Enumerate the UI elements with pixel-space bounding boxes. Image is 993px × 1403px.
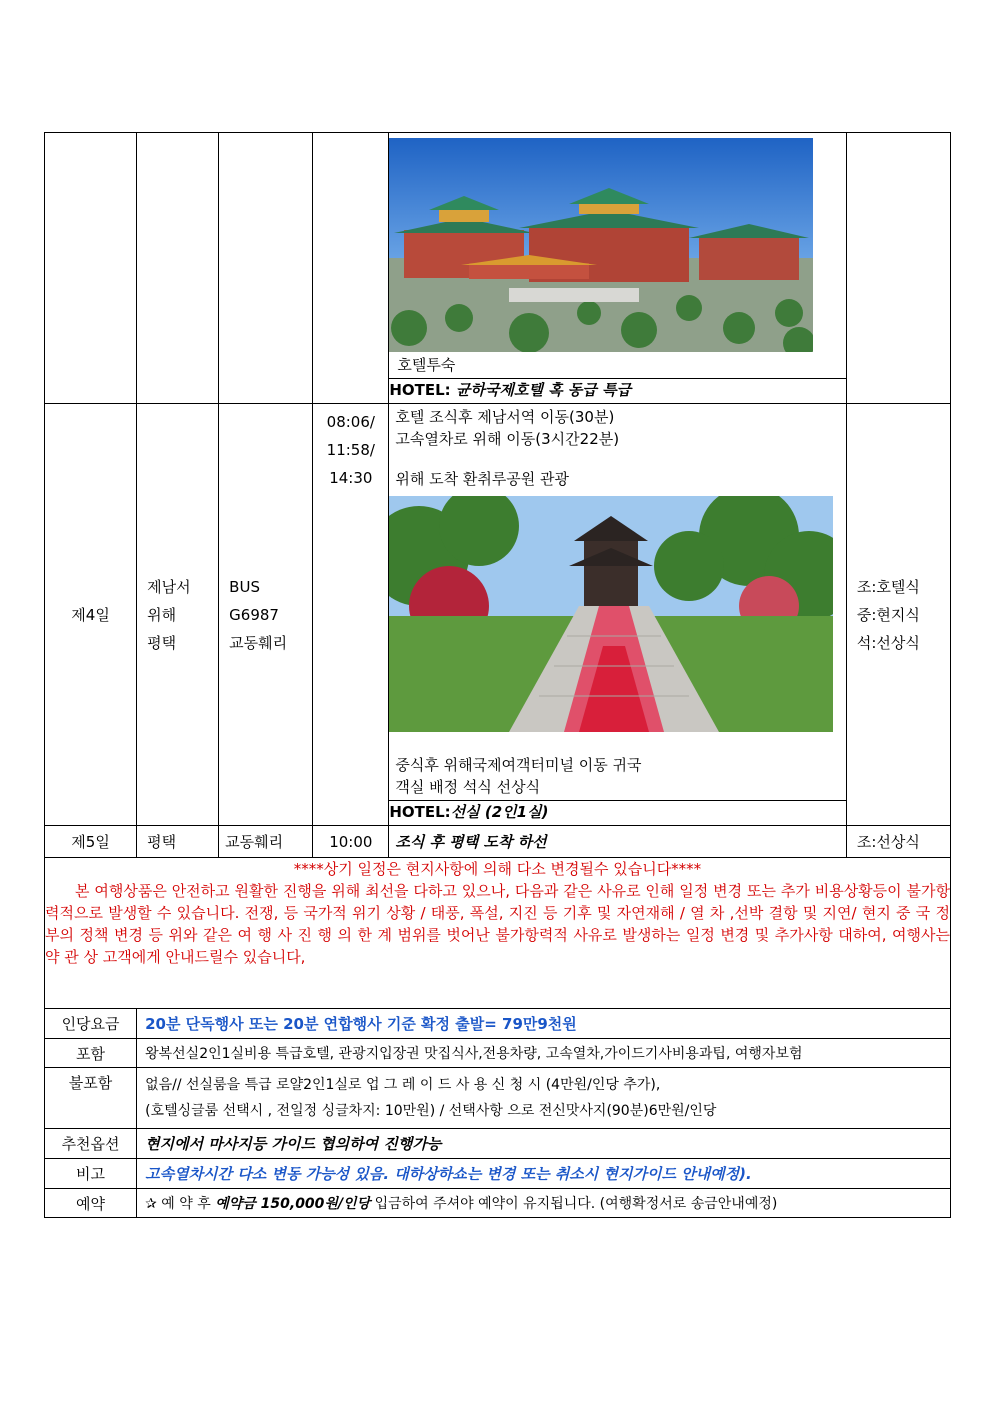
times: [313, 404, 389, 826]
meal-item: 중:현지식: [856, 605, 920, 624]
notice-box: [45, 858, 951, 1009]
place-item: 평택: [147, 633, 177, 652]
note-value: 고속열차시간 다소 변동 가능성 있음. 대하상하쇼는 변경 또는 취소시 현지가이드 안내예정).: [137, 1159, 951, 1189]
reserve-value: [137, 1189, 951, 1218]
include-value: 왕복선실2인1실비용 특급호텔, 관광지입장권 맛집식사,전용차량, 고속열차,가이드기사비용과팁, 여행자보험: [137, 1039, 951, 1068]
time-item: 11:58/: [326, 441, 375, 459]
exclude-line: 없음// 선실룸을 특급 로얄2인1실로 업 그 레 이 드 사 용 신 청 시 (4만원/인당 추가),: [145, 1077, 661, 1093]
hotel-prefix: HOTEL:: [389, 803, 451, 821]
transport-item: G6987: [229, 605, 279, 624]
place-item: 위해: [147, 605, 177, 624]
transport: 교동훼리: [219, 826, 313, 858]
price-value: 20분 단독행사 또는 20분 연합행사 기준 확정 출발= 79만9천원: [137, 1009, 951, 1039]
transport-item: BUS: [229, 577, 260, 596]
note-label: 비고: [45, 1159, 137, 1189]
places: [137, 404, 219, 826]
meal-item: 석:선상식: [856, 633, 920, 652]
include-label: 포함: [45, 1039, 137, 1068]
park-photo: [389, 496, 833, 732]
schedule-line: 중식후 위해국제여객터미널 이동 귀국: [395, 756, 642, 774]
meal-item: 조:호텔식: [856, 577, 920, 596]
exclude-line: (호텔싱글룸 선택시 , 전일정 싱글차지: 10만원) / 선택사항 으로 전신맛사지(90분)6만원/인당: [145, 1103, 717, 1119]
day4-schedule: [389, 404, 847, 801]
schedule-line: 호텔 조식후 제남서역 이동(30분): [395, 408, 615, 426]
reserve-deposit: 예약금 150,000원/인당: [215, 1196, 371, 1212]
meals: [846, 404, 950, 826]
hotel-photo: [389, 138, 813, 352]
ship-info: [389, 801, 847, 826]
notice-body: 본 여행상품은 안전하고 원활한 진행을 위해 최선을 다하고 있으나, 다음과 같은 사유로 인해 일정 변경 또는 추가 비용상황등이 불가항력적으로 발생할 수 있습니다. 전쟁, 등 국가적 위기 상황 / 태풍, 폭설, 지진 등 기후 및 자연재해 / 열 차 ,선박 결항 및 지연/ 현지 중 국 정부의 정책 변경 등 위와 같은 여 행 사 진 행 의 한 계 범위를 벗어난 불가항력적 사유로 발생하는 일정 변경 및 추가사항 대하여, 여행사는 약 관 상 고객에게 안내드릴수 있습니다,: [45, 882, 950, 966]
place: 평택: [137, 826, 219, 858]
day-label: 제5일: [45, 826, 137, 858]
hotel-info: [389, 379, 847, 404]
option-label: 추천옵션: [45, 1129, 137, 1159]
exclude-label: 불포함: [45, 1068, 137, 1129]
place-item: 제남서: [147, 577, 191, 596]
schedule-line: 객실 배정 석식 선상식: [395, 778, 541, 796]
hotel-name: 균하국제호텔 혹 동급 특급: [455, 381, 631, 399]
time: 10:00: [313, 826, 389, 858]
time-item: 08:06/: [326, 413, 375, 431]
schedule: 조식 후 평택 도착 하선: [389, 826, 847, 858]
itinerary-table: [44, 132, 951, 1218]
day-label: 제4일: [45, 404, 137, 826]
transport-item: 교동훼리: [229, 633, 288, 652]
hotel-prefix: HOTEL:: [389, 381, 451, 399]
reserve-star: ✰ 예 약 후: [145, 1196, 211, 1212]
price-label: 인당요금: [45, 1009, 137, 1039]
meal: 조:선상식: [846, 826, 950, 858]
schedule-line: 고속열차로 위해 이동(3시간22분): [395, 430, 620, 448]
photo-caption: 호텔투숙: [397, 356, 456, 374]
option-value: 현지에서 마사지등 가이드 협의하여 진행가능: [137, 1129, 951, 1159]
transport: [219, 404, 313, 826]
time-item: 14:30: [329, 469, 373, 487]
hotel-name: 선실 (2인1실): [450, 803, 549, 821]
schedule-line: 위해 도착 환취루공원 관광: [395, 470, 570, 488]
notice-headline: ****상기 일정은 현지사항에 의해 다소 변경될수 있습니다****: [293, 860, 702, 878]
exclude-value: [137, 1068, 951, 1129]
reserve-rest: 입금하여 주셔야 예약이 유지됩니다. (여행확정서로 송금안내예정): [374, 1196, 778, 1212]
reserve-label: 예약: [45, 1189, 137, 1218]
